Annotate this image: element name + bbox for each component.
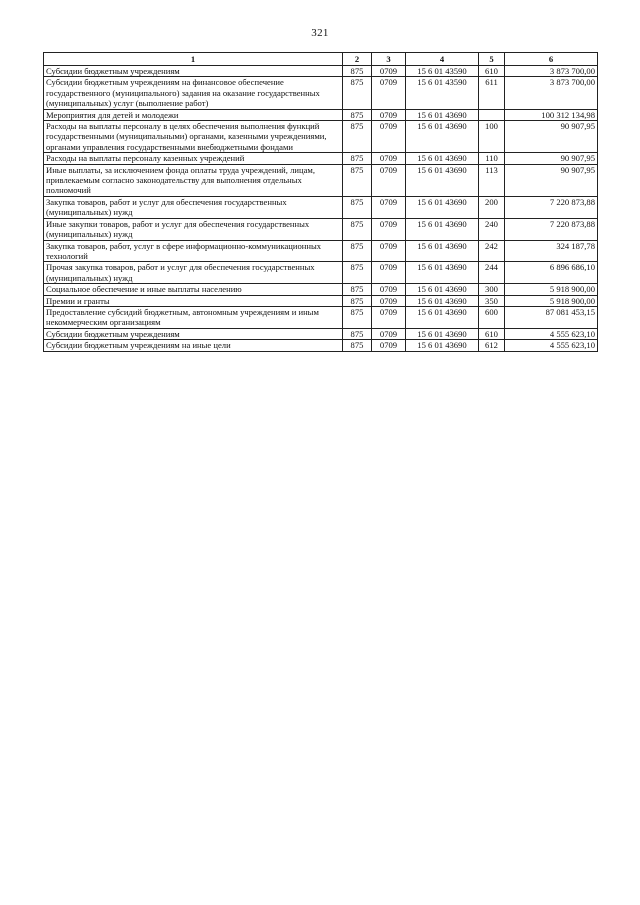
header-row xyxy=(44,53,598,66)
row-name: Субсидии бюджетным учреждениям на иные цели xyxy=(44,340,343,351)
cell-target: 15 6 01 43690 xyxy=(406,340,479,351)
row-name: Расходы на выплаты персоналу казенных учреждений xyxy=(44,153,343,164)
column-header: 2 xyxy=(343,53,372,66)
table-row xyxy=(44,240,598,262)
cell-target: 15 6 01 43690 xyxy=(406,328,479,339)
table-row xyxy=(44,306,598,328)
row-name: Закупка товаров, работ и услуг для обеспечения государственных (муниципальных) нужд xyxy=(44,196,343,218)
cell-ministry: 875 xyxy=(343,109,372,120)
cell-ministry: 875 xyxy=(343,340,372,351)
cell-ministry: 875 xyxy=(343,121,372,153)
cell-target: 15 6 01 43690 xyxy=(406,262,479,284)
row-name: Субсидии бюджетным учреждениям xyxy=(44,328,343,339)
cell-amount: 6 896 686,10 xyxy=(505,262,598,284)
cell-section: 0709 xyxy=(372,262,406,284)
row-name: Прочая закупка товаров, работ и услуг для обеспечения государственных (муниципальных) нужд xyxy=(44,262,343,284)
cell-section: 0709 xyxy=(372,218,406,240)
cell-section: 0709 xyxy=(372,77,406,109)
cell-section: 0709 xyxy=(372,306,406,328)
cell-target: 15 6 01 43690 xyxy=(406,121,479,153)
table-row xyxy=(44,328,598,339)
cell-section: 0709 xyxy=(372,240,406,262)
cell-amount: 87 081 453,15 xyxy=(505,306,598,328)
table-row xyxy=(44,262,598,284)
row-name: Закупка товаров, работ, услуг в сфере информационно-коммуникационных технологий xyxy=(44,240,343,262)
cell-expense-type: 612 xyxy=(479,340,505,351)
cell-target: 15 6 01 43690 xyxy=(406,295,479,306)
cell-target: 15 6 01 43690 xyxy=(406,284,479,295)
row-name: Мероприятия для детей и молодежи xyxy=(44,109,343,120)
column-header: 1 xyxy=(44,53,343,66)
table-body xyxy=(44,66,598,352)
cell-expense-type: 244 xyxy=(479,262,505,284)
cell-target: 15 6 01 43590 xyxy=(406,77,479,109)
cell-ministry: 875 xyxy=(343,328,372,339)
cell-expense-type: 242 xyxy=(479,240,505,262)
row-name: Иные выплаты, за исключением фонда оплаты труда учреждений, лицам, привлекаемым согласно законодательству для выполнения отдельных полномочий xyxy=(44,164,343,196)
cell-expense-type: 610 xyxy=(479,328,505,339)
cell-target: 15 6 01 43690 xyxy=(406,196,479,218)
column-header: 6 xyxy=(505,53,598,66)
cell-section: 0709 xyxy=(372,109,406,120)
cell-expense-type: 110 xyxy=(479,153,505,164)
cell-amount: 90 907,95 xyxy=(505,121,598,153)
cell-amount: 4 555 623,10 xyxy=(505,340,598,351)
row-name: Иные закупки товаров, работ и услуг для обеспечения государственных (муниципальных) нужд xyxy=(44,218,343,240)
column-header: 5 xyxy=(479,53,505,66)
table-row xyxy=(44,164,598,196)
cell-ministry: 875 xyxy=(343,284,372,295)
table-row xyxy=(44,295,598,306)
cell-section: 0709 xyxy=(372,340,406,351)
table-row xyxy=(44,284,598,295)
table-row xyxy=(44,218,598,240)
cell-ministry: 875 xyxy=(343,196,372,218)
cell-expense-type: 240 xyxy=(479,218,505,240)
cell-ministry: 875 xyxy=(343,153,372,164)
cell-ministry: 875 xyxy=(343,306,372,328)
cell-section: 0709 xyxy=(372,121,406,153)
table-row xyxy=(44,109,598,120)
cell-expense-type: 113 xyxy=(479,164,505,196)
cell-amount: 3 873 700,00 xyxy=(505,77,598,109)
cell-expense-type: 300 xyxy=(479,284,505,295)
cell-amount: 5 918 900,00 xyxy=(505,295,598,306)
budget-table xyxy=(43,52,598,352)
table-row xyxy=(44,153,598,164)
cell-target: 15 6 01 43690 xyxy=(406,240,479,262)
cell-amount: 3 873 700,00 xyxy=(505,66,598,77)
cell-amount: 90 907,95 xyxy=(505,164,598,196)
cell-expense-type xyxy=(479,109,505,120)
row-name: Субсидии бюджетным учреждениям xyxy=(44,66,343,77)
row-name: Премии и гранты xyxy=(44,295,343,306)
cell-ministry: 875 xyxy=(343,218,372,240)
cell-section: 0709 xyxy=(372,153,406,164)
cell-amount: 5 918 900,00 xyxy=(505,284,598,295)
cell-section: 0709 xyxy=(372,164,406,196)
cell-target: 15 6 01 43690 xyxy=(406,153,479,164)
cell-ministry: 875 xyxy=(343,77,372,109)
table-row xyxy=(44,121,598,153)
table-row xyxy=(44,340,598,351)
cell-section: 0709 xyxy=(372,295,406,306)
cell-expense-type: 600 xyxy=(479,306,505,328)
cell-target: 15 6 01 43690 xyxy=(406,164,479,196)
cell-ministry: 875 xyxy=(343,66,372,77)
cell-expense-type: 611 xyxy=(479,77,505,109)
column-header: 4 xyxy=(406,53,479,66)
cell-ministry: 875 xyxy=(343,262,372,284)
column-header: 3 xyxy=(372,53,406,66)
cell-expense-type: 100 xyxy=(479,121,505,153)
table-row xyxy=(44,196,598,218)
cell-target: 15 6 01 43690 xyxy=(406,218,479,240)
cell-amount: 4 555 623,10 xyxy=(505,328,598,339)
table-row xyxy=(44,77,598,109)
row-name: Субсидии бюджетным учреждениям на финансовое обеспечение государственного (муниципального) задания на оказание государственных (муниципальных) услуг (выполнение работ) xyxy=(44,77,343,109)
page-number: 321 xyxy=(311,27,329,39)
cell-target: 15 6 01 43690 xyxy=(406,109,479,120)
cell-expense-type: 610 xyxy=(479,66,505,77)
cell-amount: 100 312 134,98 xyxy=(505,109,598,120)
cell-expense-type: 350 xyxy=(479,295,505,306)
cell-target: 15 6 01 43590 xyxy=(406,66,479,77)
cell-section: 0709 xyxy=(372,328,406,339)
row-name: Социальное обеспечение и иные выплаты населению xyxy=(44,284,343,295)
cell-amount: 90 907,95 xyxy=(505,153,598,164)
cell-amount: 324 187,78 xyxy=(505,240,598,262)
row-name: Расходы на выплаты персоналу в целях обеспечения выполнения функций государственными (муниципальными) органами, казенными учреждениями, органами управления государственными внебюджетными фондами xyxy=(44,121,343,153)
cell-section: 0709 xyxy=(372,66,406,77)
cell-ministry: 875 xyxy=(343,295,372,306)
cell-ministry: 875 xyxy=(343,240,372,262)
cell-target: 15 6 01 43690 xyxy=(406,306,479,328)
cell-ministry: 875 xyxy=(343,164,372,196)
cell-amount: 7 220 873,88 xyxy=(505,196,598,218)
table-row xyxy=(44,66,598,77)
cell-section: 0709 xyxy=(372,196,406,218)
cell-section: 0709 xyxy=(372,284,406,295)
cell-expense-type: 200 xyxy=(479,196,505,218)
row-name: Предоставление субсидий бюджетным, автономным учреждениям и иным некоммерческим организациям xyxy=(44,306,343,328)
cell-amount: 7 220 873,88 xyxy=(505,218,598,240)
